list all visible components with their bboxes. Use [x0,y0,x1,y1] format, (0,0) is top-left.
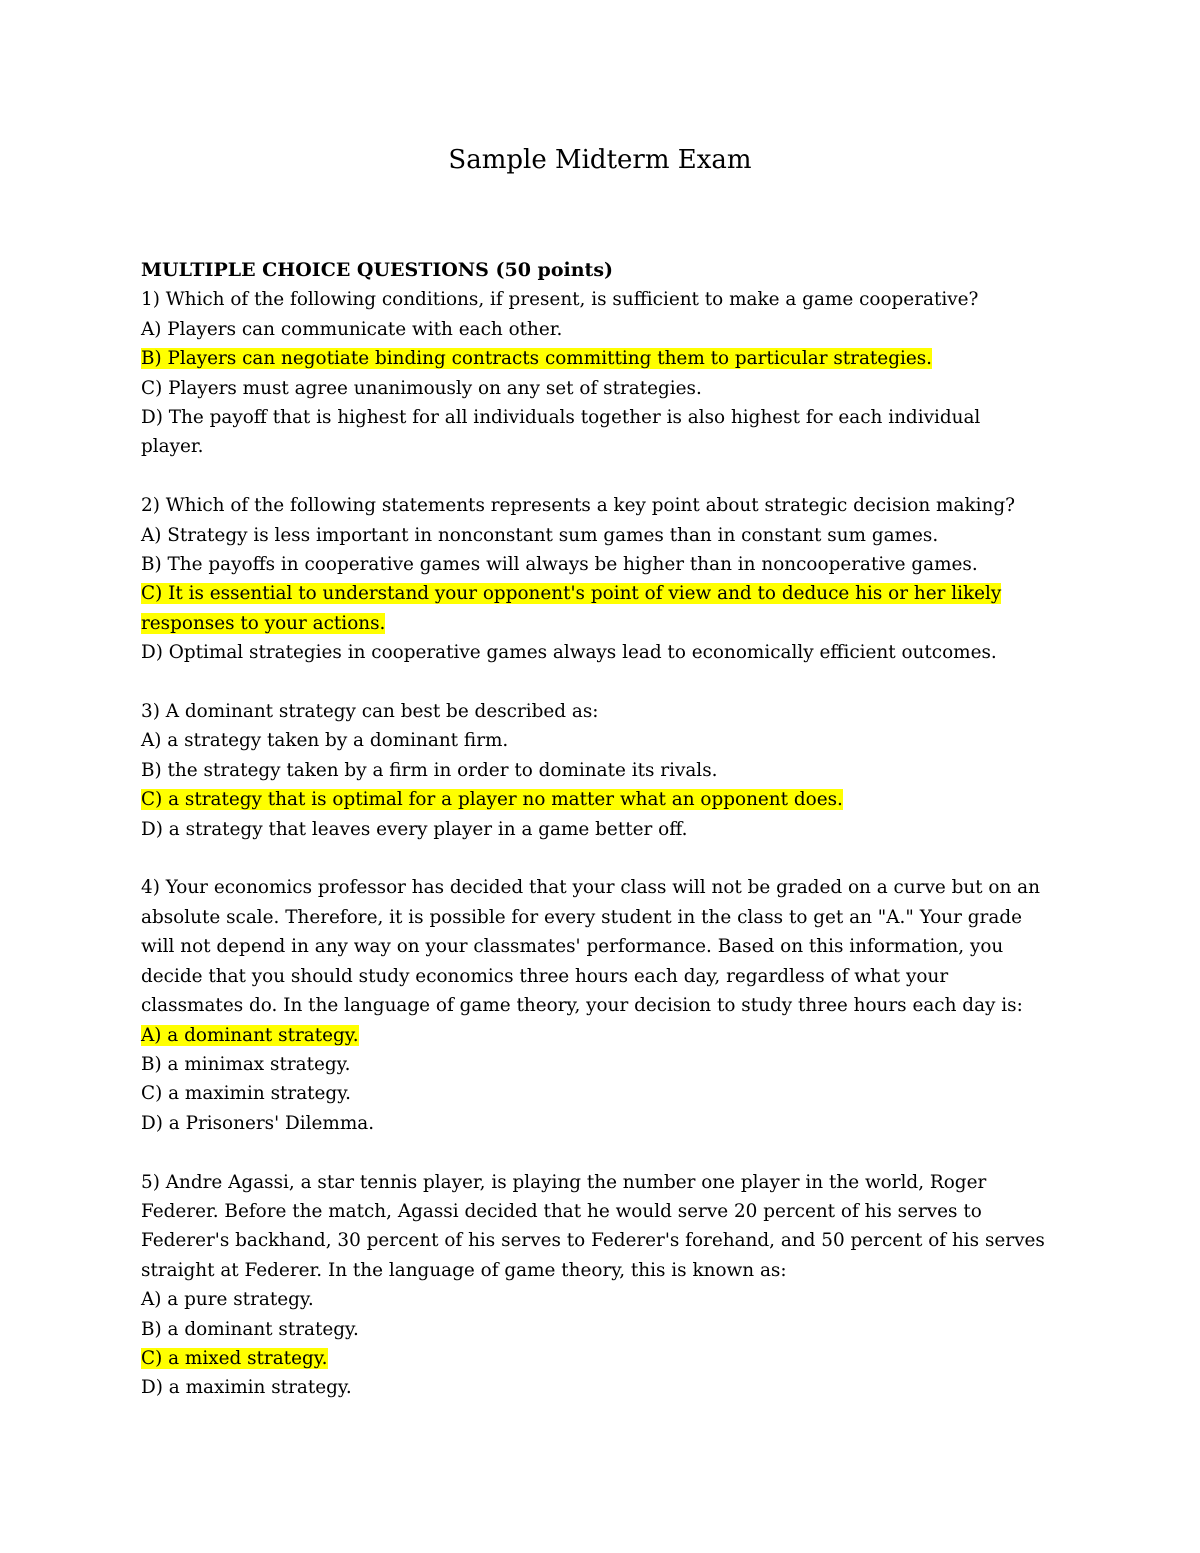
line-text: 4) Your economics professor has decided that your class will not be graded on a curve but on an [141,877,1040,899]
line-text: 3) A dominant strategy can best be described as: [141,701,599,723]
highlighted-answer: A) a dominant strategy. [141,1024,359,1046]
question-5 [141,1168,1071,1403]
page-title: Sample Midterm Exam [448,145,752,175]
question-line [141,1197,1071,1226]
question-text [141,491,1071,520]
line-text: B) The payoffs in cooperative games will always be higher than in noncooperative games. [141,554,978,576]
line-text: player. [141,436,204,458]
question-line [141,638,1071,667]
line-text: 1) Which of the following conditions, if present, is sufficient to make a game cooperative? [141,289,979,311]
highlighted-answer: C) It is essential to understand your opponent's point of view and to deduce his or her likely [141,583,1002,605]
question-line [141,1226,1071,1255]
line-text: C) a maximin strategy. [141,1083,351,1105]
line-text: B) a minimax strategy. [141,1053,351,1075]
question-text [141,1168,1071,1197]
highlighted-answer: responses to your actions. [141,612,386,634]
question-line [141,756,1071,785]
line-text: B) the strategy taken by a firm in order to dominate its rivals. [141,759,718,781]
question-line [141,1285,1071,1314]
line-text: D) Optimal strategies in cooperative games always lead to economically efficient outcomes. [141,642,997,664]
line-text: D) a strategy that leaves every player in a game better off. [141,818,688,840]
question-3 [141,697,1071,844]
line-text: will not depend in any way on your classmates' performance. Based on this information, you [141,936,1004,958]
line-text: D) a Prisoners' Dilemma. [141,1112,375,1134]
line-text: A) a strategy taken by a dominant firm. [141,730,509,752]
question-line [141,579,1071,608]
question-line [141,1344,1071,1373]
question-line [141,403,1071,432]
line-text: 2) Which of the following statements represents a key point about strategic decision making? [141,495,1015,517]
highlighted-answer: C) a strategy that is optimal for a player no matter what an opponent does. [141,789,843,811]
question-line [141,1315,1071,1344]
question-line [141,785,1071,814]
highlighted-answer: B) Players can negotiate binding contracts committing them to particular strategies. [141,348,933,370]
line-text: D) The payoff that is highest for all individuals together is also highest for each individual [141,407,981,429]
question-text [141,873,1071,902]
question-line [141,932,1071,961]
question-1 [141,285,1071,461]
line-text: absolute scale. Therefore, it is possible for every student in the class to get an "A." Your grade [141,906,1022,928]
question-4 [141,873,1071,1138]
question-list [141,285,1071,1402]
question-text [141,697,1071,726]
question-line [141,726,1071,755]
line-text: 5) Andre Agassi, a star tennis player, is playing the number one player in the world, Roger [141,1171,987,1193]
question-line [141,315,1071,344]
question-line [141,550,1071,579]
question-line [141,903,1071,932]
line-text: Federer. Before the match, Agassi decided that he would serve 20 percent of his serves to [141,1200,982,1222]
line-text: A) a pure strategy. [141,1289,314,1311]
question-2 [141,491,1071,667]
question-line [141,815,1071,844]
question-line [141,962,1071,991]
line-text: C) Players must agree unanimously on any set of strategies. [141,377,702,399]
line-text: Federer's backhand, 30 percent of his serves to Federer's forehand, and 50 percent of his serves [141,1230,1045,1252]
question-line [141,1050,1071,1079]
question-line [141,1109,1071,1138]
document-page [141,140,1071,1432]
question-line [141,1079,1071,1108]
question-line [141,432,1071,461]
question-line [141,1256,1071,1285]
question-line [141,991,1071,1020]
question-line [141,374,1071,403]
line-text: B) a dominant strategy. [141,1318,359,1340]
line-text: D) a maximin strategy. [141,1377,352,1399]
question-text [141,285,1071,314]
section-heading: MULTIPLE CHOICE QUESTIONS (50 points) [141,259,614,281]
line-text: A) Strategy is less important in nonconstant sum games than in constant sum games. [141,524,939,546]
line-text: classmates do. In the language of game theory, your decision to study three hours each day is: [141,995,1023,1017]
question-line [141,521,1071,550]
question-line [141,1021,1071,1050]
question-line [141,1373,1071,1402]
line-text: straight at Federer. In the language of game theory, this is known as: [141,1259,787,1281]
line-text: decide that you should study economics three hours each day, regardless of what your [141,965,949,987]
question-line [141,609,1071,638]
highlighted-answer: C) a mixed strategy. [141,1347,328,1369]
line-text: A) Players can communicate with each other. [141,318,563,340]
question-line [141,344,1071,373]
